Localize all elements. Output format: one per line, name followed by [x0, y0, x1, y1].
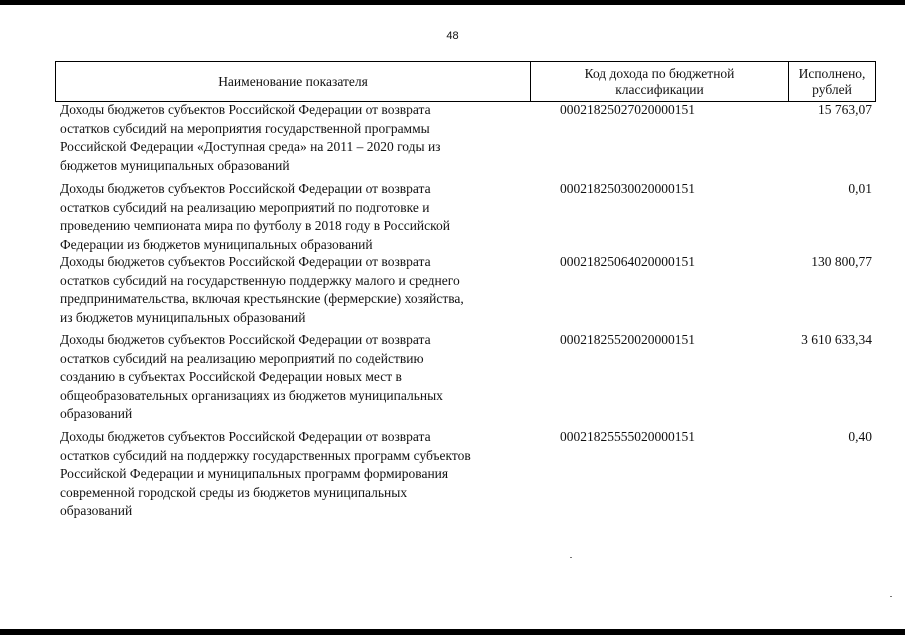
row-description-line: современной городской среды из бюджетов муниципальных — [60, 484, 408, 500]
row-amount: 0,01 — [848, 181, 872, 196]
scan-speck — [570, 557, 572, 558]
header-amount-label: Исполнено, рублей — [798, 65, 866, 97]
row-description-line: Доходы бюджетов субъектов Российской Федерации от возврата — [60, 254, 431, 269]
row-description-line: образований — [60, 503, 133, 518]
row-amount: 3 610 633,34 — [801, 332, 872, 347]
row-description-line: остатков субсидий на государственную поддержку малого и среднего — [60, 272, 460, 288]
row-description-line: остатков субсидий на реализацию мероприятий по содействию — [60, 350, 424, 366]
row-income-code: 00021825064020000151 — [560, 254, 695, 269]
row-description-line: остатков субсидий на реализацию мероприятий по подготовке и — [60, 199, 430, 215]
table-header — [55, 61, 876, 102]
row-amount: 0,40 — [848, 429, 872, 444]
scan-speck — [890, 596, 892, 597]
row-income-code: 00021825555020000151 — [560, 429, 695, 444]
row-description — [60, 428, 540, 521]
row-description — [60, 180, 540, 254]
row-description-line: бюджетов муниципальных образований — [60, 157, 290, 173]
row-description-line: Российской Федерации и муниципальных программ формирования — [60, 466, 449, 481]
row-description-line: общеобразовательных организациях из бюджетов муниципальных — [60, 387, 443, 403]
header-code-cell — [531, 62, 789, 101]
header-code-label-line2: классификации — [615, 81, 704, 97]
row-description-line: созданию в субъектах Российской Федерации новых мест в — [60, 369, 402, 384]
row-description-line: остатков субсидий на поддержку государственных программ субъектов — [60, 447, 471, 463]
bottom-border-line — [0, 629, 905, 635]
row-description-line: остатков субсидий на мероприятия государственной программы — [60, 120, 430, 136]
header-name-cell — [56, 62, 531, 101]
row-income-code: 00021825520020000151 — [560, 332, 695, 347]
row-description-line: Доходы бюджетов субъектов Российской Федерации от возврата — [60, 181, 431, 196]
page-number: 48 — [446, 30, 459, 42]
row-description-line: Федерации из бюджетов муниципальных образований — [60, 236, 373, 252]
row-amount: 15 763,07 — [818, 102, 872, 117]
top-border-line — [0, 0, 905, 5]
row-description-line: образований — [60, 406, 133, 421]
row-income-code: 00021825030020000151 — [560, 181, 695, 196]
row-description-line: из бюджетов муниципальных образований — [60, 309, 306, 325]
header-name-label: Наименование показателя — [218, 73, 368, 89]
row-description — [60, 331, 540, 424]
row-description-line: Доходы бюджетов субъектов Российской Федерации от возврата — [60, 332, 431, 347]
row-description-line: Доходы бюджетов субъектов Российской Федерации от возврата — [60, 429, 431, 444]
row-description-line: предпринимательства, включая крестьянские (фермерские) хозяйства, — [60, 291, 464, 306]
header-code-label-line1: Код дохода по бюджетной — [584, 65, 735, 81]
row-description — [60, 101, 540, 175]
row-amount: 130 800,77 — [811, 254, 872, 269]
row-description — [60, 253, 540, 327]
row-income-code: 00021825027020000151 — [560, 102, 695, 117]
header-amount-cell — [789, 62, 875, 101]
row-description-line: Доходы бюджетов субъектов Российской Федерации от возврата — [60, 102, 431, 117]
row-description-line: Российской Федерации «Доступная среда» на 2011 – 2020 годы из — [60, 139, 441, 154]
row-description-line: проведению чемпионата мира по футболу в 2018 году в Российской — [60, 218, 450, 233]
